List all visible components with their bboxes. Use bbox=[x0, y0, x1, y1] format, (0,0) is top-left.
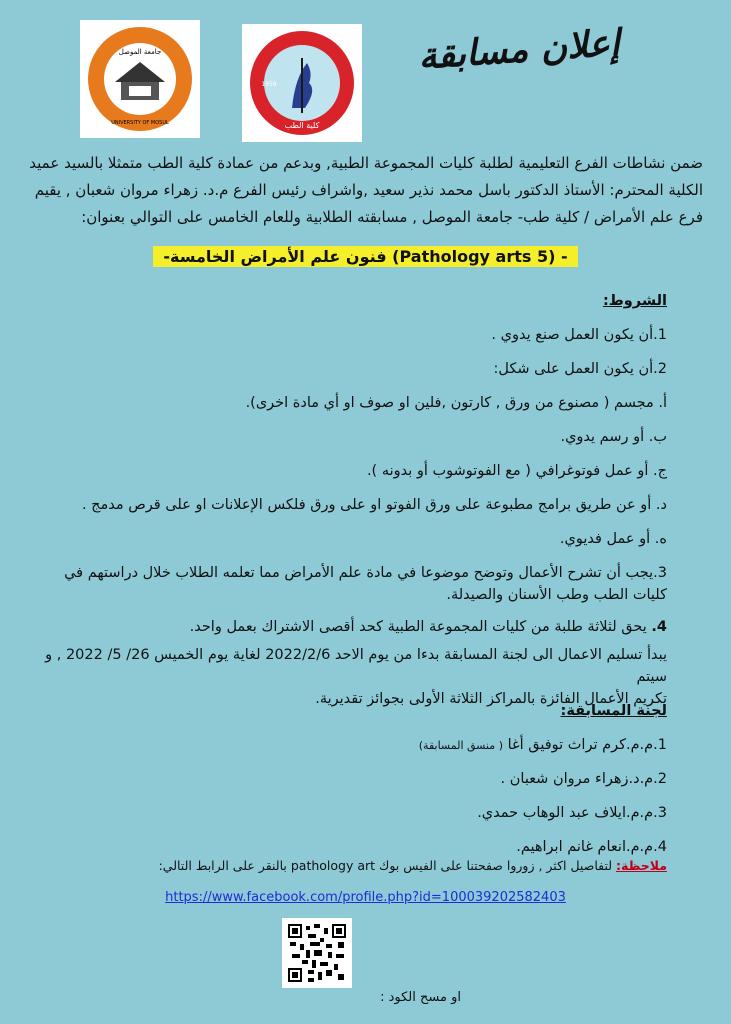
member-name: 1.م.م.كرم تراث توفيق أغا bbox=[507, 737, 667, 753]
intro-line: ضمن نشاطات الفرع التعليمية لطلبة كليات المجموعة الطبية, وبدعم من عمادة كلية الطب متمثلا بالسيد عميد bbox=[29, 154, 703, 172]
committee-heading: لجنة المسابقة: bbox=[560, 703, 667, 719]
committee-member bbox=[27, 728, 667, 762]
page-title: إعلان مسابقة bbox=[416, 21, 622, 78]
qr-code[interactable] bbox=[282, 918, 352, 988]
condition-number: 4. bbox=[651, 619, 667, 635]
committee-member: 3.م.م.ايلاف عبد الوهاب حمدي. bbox=[477, 805, 667, 821]
condition-line: كليات الطب وطب الأسنان والصيدلة. bbox=[446, 587, 667, 603]
coordinator-note: ( منسق المسابقة) bbox=[418, 739, 503, 752]
svg-text:1959: 1959 bbox=[261, 81, 277, 88]
condition-item: 2.أن يكون العمل على شكل: bbox=[493, 361, 667, 377]
committee-member: 4.م.م.انعام غانم ابراهيم. bbox=[516, 839, 667, 855]
medicine-seal-icon bbox=[247, 28, 357, 138]
medicine-college-logo bbox=[242, 24, 362, 142]
condition-item: ج. أو عمل فوتوغرافي ( مع الفوتوشوب أو بدونه ). bbox=[366, 463, 667, 479]
conditions-heading: الشروط: bbox=[602, 293, 667, 309]
university-logo bbox=[80, 20, 200, 138]
competition-title-wrap bbox=[0, 246, 731, 267]
condition-text: يحق لثلاثة طلبة من كليات المجموعة الطبية كحد أقصى الاشتراك بعمل واحد. bbox=[189, 619, 652, 635]
schedule-line: يبدأ تسليم الاعمال الى لجنة المسابقة بدءا من يوم الاحد 2022/2/6 لغاية يوم الخميس 26/ 5/ 2022 , و سيتم bbox=[45, 647, 667, 685]
condition-item-4 bbox=[27, 610, 667, 644]
intro-paragraph bbox=[13, 150, 703, 231]
intro-line: الكلية المحترم: الأستاذ الدكتور باسل محمد نذير سعيد ,واشراف رئيس الفرع م.د. زهراء مروان شعبان , يقيم bbox=[34, 181, 703, 199]
svg-text:UNIVERSITY OF MOSUL: UNIVERSITY OF MOSUL bbox=[111, 120, 169, 126]
condition-item: ب. أو رسم يدوي. bbox=[560, 429, 667, 445]
svg-text:كلية الطب: كلية الطب bbox=[284, 121, 320, 130]
svg-text:جامعة الموصل: جامعة الموصل bbox=[118, 48, 162, 56]
note-label: ملاحظة: bbox=[616, 858, 667, 873]
competition-title: - (Pathology arts 5) فنون علم الأمراض الخامسة- bbox=[153, 246, 577, 267]
note-text: لتفاصيل اكثر , زوروا صفحتنا على الفيس بوك pathology art بالنقر على الرابط التالي: bbox=[158, 858, 616, 873]
schedule-line: تكريم الأعمال الفائزة بالمراكز الثلاثة الأولى بجوائز تقديرية. bbox=[315, 691, 667, 707]
condition-item-3 bbox=[27, 562, 667, 606]
scan-code-label: او مسح الكود : bbox=[380, 990, 461, 1005]
condition-item: ه. أو عمل فديوي. bbox=[559, 531, 667, 547]
condition-item: 1.أن يكون العمل صنع يدوي . bbox=[491, 327, 667, 343]
committee-section bbox=[27, 694, 667, 864]
intro-line: فرع علم الأمراض / كلية طب- جامعة الموصل , مسابقته الطلابية وللعام الخامس على التوالي بعنوان: bbox=[81, 208, 703, 226]
condition-item: أ. مجسم ( مصنوع من ورق , كارتون ,فلين او صوف او أي مادة اخرى). bbox=[245, 395, 667, 411]
note-line bbox=[27, 858, 667, 873]
committee-member: 2.م.د.زهراء مروان شعبان . bbox=[500, 771, 667, 787]
university-seal-icon bbox=[85, 24, 195, 134]
conditions-section bbox=[27, 284, 667, 644]
condition-line: 3.يجب أن تشرح الأعمال وتوضح موضوعا في مادة علم الأمراض مما تعلمه الطلاب خلال دراستهم في bbox=[64, 565, 667, 581]
facebook-link[interactable]: https://www.facebook.com/profile.php?id=100039202582403 bbox=[165, 890, 566, 905]
qr-code-icon bbox=[286, 922, 348, 984]
condition-item: د. أو عن طريق برامج مطبوعة على ورق الفوتو او على ورق فلكس الإعلانات او على قرص مدمج . bbox=[81, 497, 667, 513]
